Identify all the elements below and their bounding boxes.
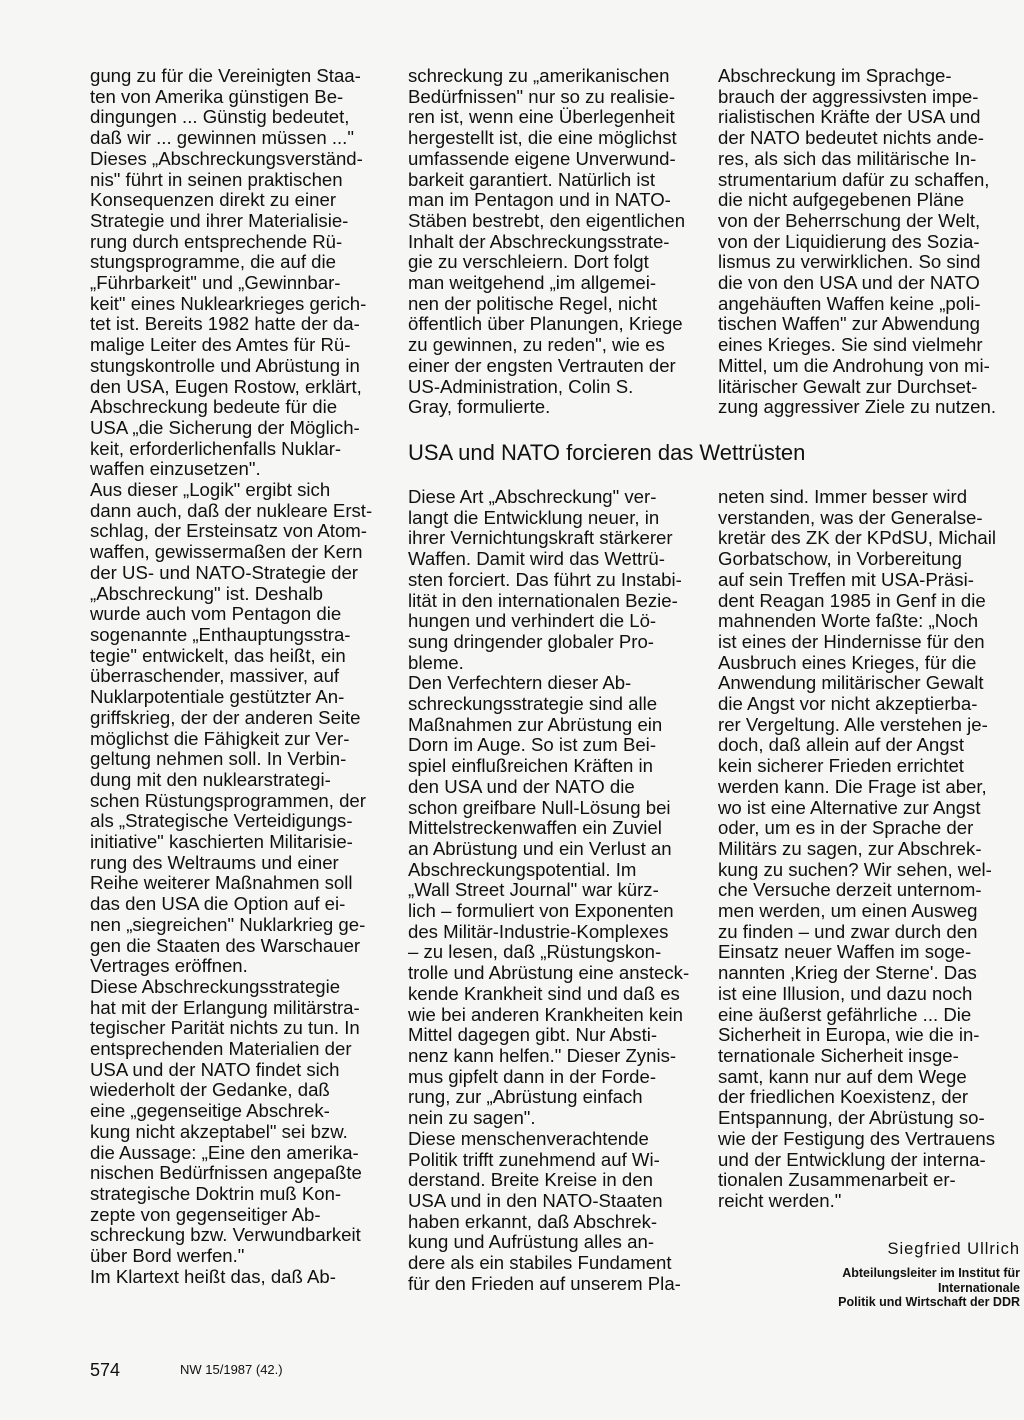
column-1 <box>90 66 392 1287</box>
paragraph: Diese menschenverachtende Politik trifft zunehmend auf Wi- derstand. Breite Kreise in den USA und in den NATO-Staaten haben erkannt, daß Abschrek- kung und Aufrüstung alles an- dere als ein stabiles Fundament für den Frieden auf unserem Pla- <box>408 1127 681 1294</box>
author-affiliation: Abteilungsleiter im Institut für Internationale Politik und Wirtschaft der DDR <box>838 1266 1020 1309</box>
section-heading: USA und NATO forcieren das Wettrüsten <box>408 440 806 465</box>
column-2-top <box>408 66 710 418</box>
page-number: 574 <box>90 1360 121 1380</box>
paragraph: gung zu für die Vereinigten Staa- ten von Amerika günstigen Be- dingungen ... Günstig bedeutet, daß wir ... gewinnen müssen ..." <box>90 65 361 149</box>
paragraph: Diese Art „Abschreckung" ver- langt die Entwicklung neuer, in ihrer Vernichtungskraft stärkerer Waffen. Damit wird das Wettrü- sten forciert. Das führt zu Instabi- lität in den internationalen Bezie- hungen und verhindert die Lö- sung dringender globaler Pro- bleme. <box>408 486 682 673</box>
column-3-bottom <box>718 487 1022 1212</box>
paragraph: neten sind. Immer besser wird verstanden, was der Generalse- kretär des ZK der KPdSU, Michail Gorbatschow, in Vorbereitung auf sein Treffen mit USA-Präsi- dent Reagan 1985 in Genf in die mahnenden Worte faßte: „Noch ist eines der Hindernisse für den Ausbruch eines Krieges, für die Anwendung militärischer Gewalt die Angst vor nicht akzeptierba- rer Vergeltung. Alle verstehen je- doch, daß allein auf der Angst kein sicherer Frieden errichtet werden kann. Die Frage ist aber, wo ist eine Alternative zur Angst oder, um es in der Sprache der Militärs zu sagen, zur Abschrek- kung zu suchen? Wir sehen, wel- che Versuche derzeit unternom- men werden, um einen Ausweg zu finden – und zwar durch den Einsatz neuer Waffen im soge- nannten ‚Krieg der Sterne'. Das ist eine Illusion, und dazu noch eine äußerst gefährliche ... Die Sicherheit in Europa, wie die in- ternationale Sicherheit insge- samt, kann nur auf dem Wege der friedlichen Koexistenz, der Entspannung, der Abrüstung so- wie der Festigung des Vertrauens und der Entwicklung der interna- tionalen Zusammenarbeit er- reicht werden." <box>718 486 996 1211</box>
paragraph: Diese Abschreckungsstrategie hat mit der Erlangung militärstra- tegischer Parität nichts zu tun. In entsprechenden Materialien der USA und der NATO findet sich wiederholt der Gedanke, daß eine „gegenseitige Abschrek- kung nicht akzeptabel" sei bzw. die Aussage: „Eine den amerika- nischen Bedürfnissen angepaßte strategische Doktrin muß Kon- zepte von gegenseitiger Ab- schreckung bzw. Verwundbarkeit über Bord werfen." <box>90 975 362 1267</box>
paragraph: Im Klartext heißt das, daß Ab- <box>90 1265 336 1287</box>
column-3-top <box>718 66 1004 418</box>
column-2-bottom <box>408 487 710 1294</box>
paragraph: Aus dieser „Logik" ergibt sich dann auch, daß der nukleare Erst- schlag, der Ersteinsatz von Atom- waffen, gewissermaßen der Kern der US- und NATO-Strategie der „Abschreckung" ist. Deshalb wurde auch vom Pentagon die sogenannte „Enthauptungsstra- tegie" entwickelt, das heißt, ein überraschender, massiver, auf Nuklarpotentiale gestützter An- griffskrieg, der der anderen Seite möglichst die Fähigkeit zur Ver- geltung nehmen soll. In Verbin- dung mit den nuklearstrategi- schen Rüstungsprogrammen, der als „Strategische Verteidigungs- initiative" kaschierten Militarisie- rung des Weltraums und einer Reihe weiterer Maßnahmen soll das den USA die Option auf ei- nen „siegreichen" Nuklarkrieg ge- gen die Staaten des Warschauer Vertrages eröffnen. <box>90 479 373 977</box>
paragraph: Den Verfechtern dieser Ab- schreckungsstrategie sind alle Maßnahmen zur Abrüstung ein Dorn im Auge. So ist zum Bei- spiel einflußreichen Kräften in den USA und der NATO die schon greifbare Null-Lösung bei Mittelstreckenwaffen ein Zuviel an Abrüstung und ein Verlust an Abschreckungspotential. Im „Wall Street Journal" war kürz- lich – formuliert von Exponenten des Militär-Industrie-Komplexes – zu lesen, daß „Rüstungskon- trolle und Abrüstung eine ansteck- kende Krankheit sind und daß es wie bei anderen Krankheiten kein Mittel dagegen gibt. Nur Absti- nenz kann helfen." Dieser Zynis- mus gipfelt dann in der Forde- rung, zur „Abrüstung einfach nein zu sagen". <box>408 672 690 1129</box>
author-name: Siegfried Ullrich <box>887 1240 1020 1258</box>
issue-label: NW 15/1987 (42.) <box>180 1362 283 1377</box>
paragraph: Abschreckung im Sprachge- brauch der aggressivsten impe- rialistischen Kräfte der USA und der NATO bedeutet nichts ande- res, als sich das militärische In- strumentarium dafür zu schaffen, die nicht aufgegebenen Pläne von der Beherrschung der Welt, von der Liquidierung des Sozia- lismus zu verwirklichen. So sind die von den USA und der NATO angehäuften Waffen keine „poli- tischen Waffen" zur Abwendung eines Krieges. Sie sind vielmehr Mittel, um die Androhung von mi- litärischer Gewalt zur Durchset- zung aggressiver Ziele zu nutzen. <box>718 65 997 418</box>
paragraph: Dieses „Abschreckungsverständ- nis" führt in seinen praktischen Konsequenzen direkt zu einer Strategie und ihrer Materialisie- rung durch entsprechende Rü- stungsprogramme, die auf die „Führbarkeit" und „Gewinnbar- keit" eines Nuklearkrieges gerich- tet ist. Bereits 1982 hatte der da- malige Leiter des Amtes für Rü- stungskontrolle und Abrüstung in den USA, Eugen Rostow, erklärt, Abschreckung bedeute für die USA „die Sicherung der Möglich- keit, erforderlichenfalls Nuklar- waffen einzusetzen". <box>90 147 367 480</box>
paragraph: schreckung zu „amerikanischen Bedürfnissen" nur so zu realisie- ren ist, wenn eine Überlegenheit hergestellt ist, die eine möglichst umfassende eigene Unverwund- barkeit garantiert. Natürlich ist man im Pentagon und in NATO- Stäben bestrebt, den eigentlichen Inhalt der Abschreckungsstrate- gie zu verschleiern. Dort folgt man weitgehend „im allgemei- nen der politische Regel, nicht öffentlich über Planungen, Kriege zu gewinnen, zu reden", wie es einer der engsten Vertrauten der US-Administration, Colin S. Gray, formulierte. <box>408 65 686 418</box>
